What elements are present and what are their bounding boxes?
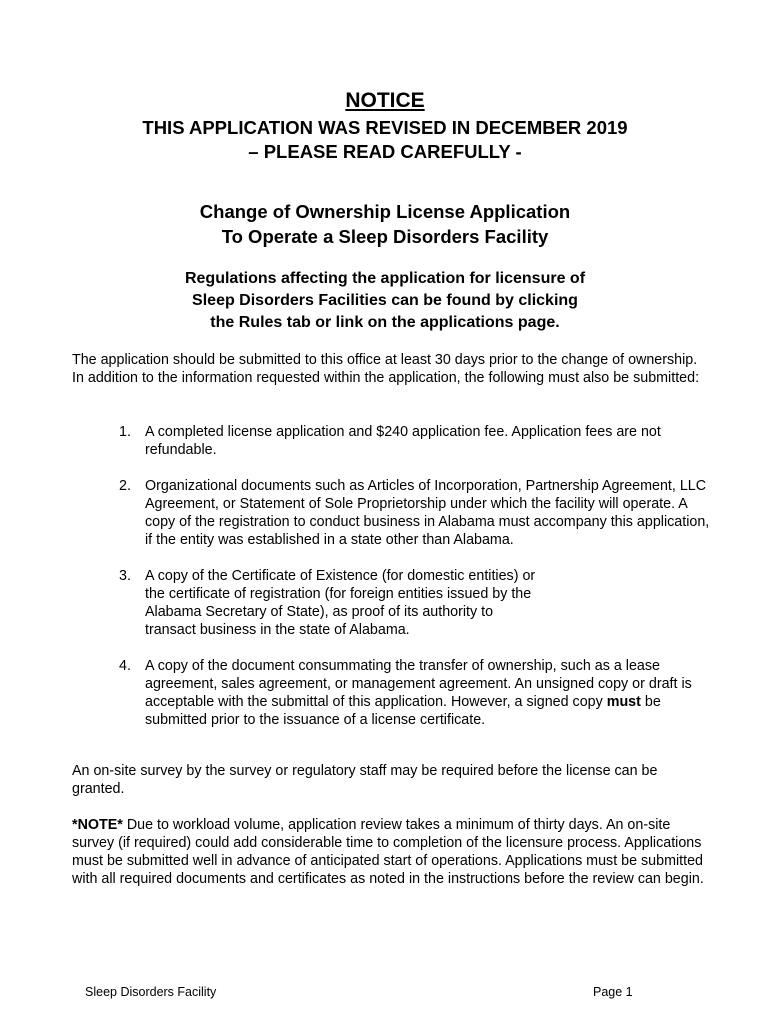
notice-heading: NOTICE: [345, 89, 425, 112]
list-item-text: A completed license application and $240 application fee. Application fees are not refundable.: [145, 424, 661, 458]
emphasis-must: must: [606, 694, 641, 710]
list-item: [72, 423, 712, 459]
revision-line-1: THIS APPLICATION WAS REVISED IN DECEMBER 2019: [142, 117, 628, 138]
requirements-list: [72, 423, 712, 747]
regulations-note: [0, 268, 770, 334]
list-item-number: 3.: [119, 568, 131, 584]
list-item-line: transact business in the state of Alabama.: [145, 622, 410, 638]
revision-line-2: – PLEASE READ CAREFULLY -: [248, 141, 522, 162]
list-item-number: 4.: [119, 658, 131, 674]
note-paragraph: [72, 816, 712, 888]
footer-title: Sleep Disorders Facility: [85, 985, 217, 999]
regulations-line-2: Sleep Disorders Facilities can be found by clicking: [192, 292, 578, 309]
list-item-text-after: be submitted prior to the issuance of a license certificate.: [145, 694, 661, 728]
title-line-1: Change of Ownership License Application: [199, 201, 571, 222]
note-label: *NOTE*: [72, 817, 123, 833]
note-text: Due to workload volume, application review takes a minimum of thirty days. An on-site survey (if required) could add considerable time to completion of the licensure process. Applications must be submitted well in advance of anticipated start of operations. Applications must be submitted with all required documents and certificates as noted in the instructions before the review can begin.: [72, 817, 704, 887]
list-item: [72, 657, 712, 729]
list-item-text-before: A copy of the document consummating the transfer of ownership, such as a lease agreement, sales agreement, or management agreement. An unsigned copy or draft is acceptable with the submittal of this application. However, a signed copy: [145, 658, 692, 710]
document-title: [0, 199, 770, 249]
list-item: [72, 477, 712, 549]
title-line-2: To Operate a Sleep Disorders Facility: [221, 226, 549, 247]
list-item-number: 1.: [119, 424, 131, 440]
list-item-number: 2.: [119, 478, 131, 494]
list-item: [72, 567, 712, 639]
list-item-line: Alabama Secretary of State), as proof of its authority to: [145, 604, 494, 620]
revision-notice: [0, 116, 770, 164]
list-item-text: Organizational documents such as Articles of Incorporation, Partnership Agreement, LLC Agreement, or Statement of Sole Proprietorship under which the facility will operate. A copy of the registration to conduct business in Alabama must accompany this application, if the entity was established in a state other than Alabama.: [145, 478, 710, 548]
list-item-line: the certificate of registration (for foreign entities issued by the: [145, 586, 532, 602]
regulations-line-3: the Rules tab or link on the applications page.: [210, 314, 560, 331]
list-item-line: A copy of the Certificate of Existence (for domestic entities) or: [145, 568, 536, 584]
survey-paragraph: An on-site survey by the survey or regulatory staff may be required before the license can be granted.: [72, 763, 658, 797]
regulations-line-1: Regulations affecting the application for licensure of: [184, 270, 586, 287]
intro-paragraph: The application should be submitted to this office at least 30 days prior to the change of ownership. In addition to the information requested within the application, the following must also be submitted:: [72, 352, 700, 386]
page-number: Page 1: [593, 985, 633, 999]
